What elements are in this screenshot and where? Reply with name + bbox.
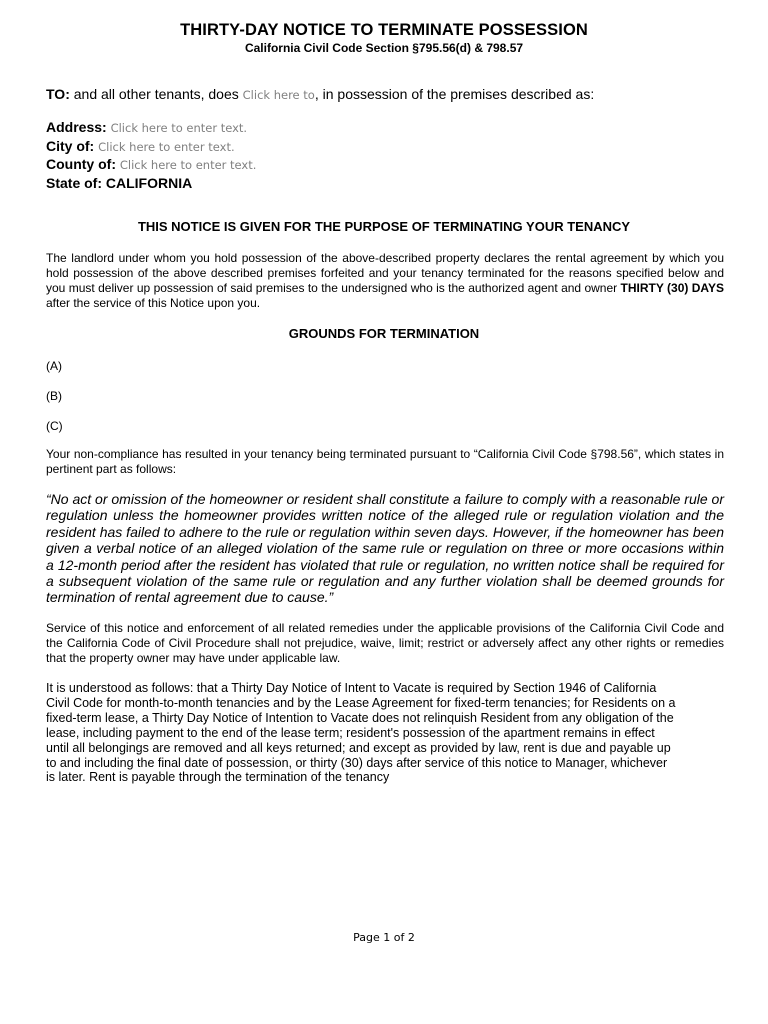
- address-row: [46, 119, 724, 138]
- understood-line: fixed-term lease, a Thirty Day Notice of Intention to Vacate does not relinquish Resident from any obligation of the: [46, 710, 674, 725]
- ground-c: (C): [46, 419, 63, 433]
- purpose-heading: THIS NOTICE IS GIVEN FOR THE PURPOSE OF TERMINATING YOUR TENANCY: [137, 219, 631, 234]
- intro-text-end: after the service of this Notice upon you.: [46, 296, 261, 310]
- ground-b: (B): [46, 389, 62, 403]
- county-field[interactable]: Click here to enter text.: [119, 158, 257, 172]
- state-row: [46, 175, 724, 193]
- grounds-heading: GROUNDS FOR TERMINATION: [288, 326, 480, 341]
- state-label: State of: CALIFORNIA: [46, 174, 193, 191]
- intro-text: The landlord under whom you hold possession of the above-described property declares the rental agreement by which you hold possession of the above described premises forfeited and your tenancy terminated for the reasons specified below and you must deliver up possession of said premises to the undersigned who is the authorized agent and owner: [46, 251, 724, 295]
- county-label: County of:: [46, 156, 116, 172]
- document-subtitle: California Civil Code Section §795.56(d) & 798.57: [244, 41, 524, 55]
- service-paragraph: Service of this notice and enforcement of all related remedies under the applicable provisions of the California Civil Code and the California Code of Civil Procedure shall not prejudice, waive, limit; restrict or adversely affect any other rights or remedies that the property owner may have under applicable law.: [46, 621, 724, 665]
- city-row: [46, 138, 724, 157]
- address-label: Address:: [46, 119, 107, 135]
- understood-line: is later. Rent is payable through the termination of the tenancy: [46, 770, 390, 785]
- understood-line: to and including the final date of possession, or thirty (30) days after service of this notice to Manager, whichever: [46, 755, 668, 770]
- intro-bold-days: THIRTY (30) DAYS: [620, 281, 725, 295]
- understood-line: Civil Code for month-to-month tenancies and by the Lease Agreement for fixed-term tenancies; for Residents on a: [46, 695, 676, 710]
- address-block: [46, 119, 724, 192]
- civil-code-quote: “No act or omission of the homeowner or resident shall constitute a failure to comply with a reasonable rule or regulation unless the homeowner provides written notice of the alleged rule or regulation violation and the resident has failed to adhere to the rule or regulation within seven days. However, if the homeowner has been given a verbal notice of an alleged violation of the same rule or regulation on three or more occasions within a 12-month period after the resident has violated that rule or regulation, no written notice shall be required for a subsequent violation of the same rule or regulation and any further violation shall be deemed grounds for termination of rental agreement due to cause.”: [46, 491, 724, 606]
- understood-line: lease, including payment to the end of the lease term; resident's possession of the apartment remains in effect: [46, 725, 655, 740]
- to-line: [46, 86, 724, 102]
- document-title: THIRTY-DAY NOTICE TO TERMINATE POSSESSION: [180, 21, 588, 39]
- county-row: [46, 156, 724, 175]
- to-label: TO:: [46, 86, 70, 102]
- ground-a: (A): [46, 359, 62, 373]
- tenant-name-field[interactable]: Click here to: [242, 88, 315, 102]
- to-text-after: , in possession of the premises described as:: [314, 86, 595, 102]
- page-number: Page 1 of 2: [353, 931, 415, 944]
- to-text-before: and all other tenants, does: [69, 86, 243, 102]
- understood-paragraph: [46, 681, 724, 785]
- understood-line: until all belongings are removed and all keys returned; and except as provided by law, rent is due and payable up: [46, 740, 671, 755]
- city-label: City of:: [46, 137, 95, 154]
- address-field[interactable]: Click here to enter text.: [110, 121, 248, 135]
- city-field[interactable]: Click here to enter text.: [98, 139, 235, 154]
- noncompliance-paragraph: Your non-compliance has resulted in your tenancy being terminated pursuant to “California Civil Code §798.56”, which states in pertinent part as follows:: [46, 447, 724, 476]
- intro-paragraph: [46, 251, 724, 311]
- understood-line: It is understood as follows: that a Thirty Day Notice of Intent to Vacate is required by Section 1946 of California: [46, 681, 657, 695]
